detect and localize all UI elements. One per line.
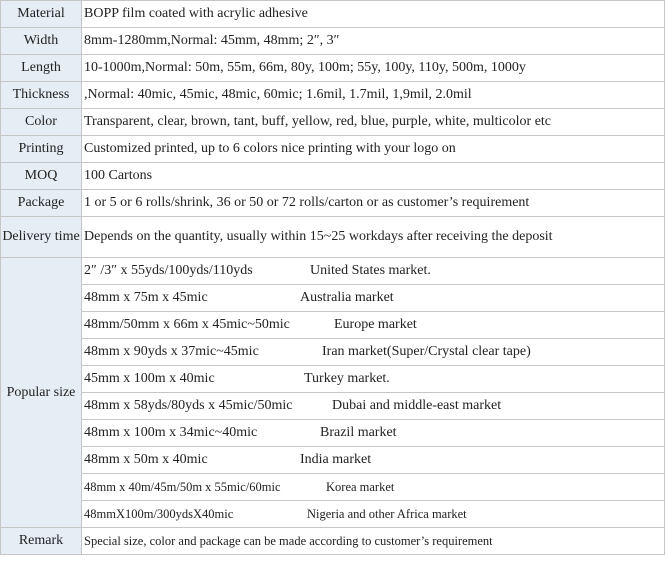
size-text: 2″ /3″ x 55yds/100yds/110yds bbox=[84, 263, 253, 278]
size-text: 48mm x 58yds/80yds x 45mic/50mic bbox=[84, 398, 293, 413]
market-text: India market bbox=[300, 452, 372, 467]
market-text: Australia market bbox=[300, 290, 394, 305]
row-label: Material bbox=[1, 1, 82, 28]
table-row bbox=[1, 501, 665, 528]
market-text: Iran market(Super/Crystal clear tape) bbox=[322, 344, 531, 359]
popular-size-cell bbox=[82, 393, 665, 420]
table-row bbox=[1, 217, 665, 258]
table-row bbox=[1, 312, 665, 339]
table-row bbox=[1, 163, 665, 190]
size-text: 48mmX100m/300ydsX40mic bbox=[84, 506, 234, 521]
size-text: 45mm x 100m x 40mic bbox=[84, 371, 215, 386]
popular-size-cell bbox=[82, 501, 665, 528]
table-row bbox=[1, 366, 665, 393]
row-value: Special size, color and package can be made according to customer’s requirement bbox=[82, 528, 665, 555]
table-row bbox=[1, 136, 665, 163]
row-value: Depends on the quantity, usually within 15~25 workdays after receiving the deposit bbox=[82, 217, 665, 258]
row-label: Package bbox=[1, 190, 82, 217]
row-value: Transparent, clear, brown, tant, buff, yellow, red, blue, purple, white, multicolor etc bbox=[82, 109, 665, 136]
row-label: Printing bbox=[1, 136, 82, 163]
size-text: 48mm x 75m x 45mic bbox=[84, 290, 208, 305]
table-row bbox=[1, 393, 665, 420]
row-value: 10-1000m,Normal: 50m, 55m, 66m, 80y, 100m; 55y, 100y, 110y, 500m, 1000y bbox=[82, 55, 665, 82]
table-row bbox=[1, 420, 665, 447]
row-label: MOQ bbox=[1, 163, 82, 190]
row-label: Color bbox=[1, 109, 82, 136]
popular-size-cell bbox=[82, 447, 665, 474]
row-value: 1 or 5 or 6 rolls/shrink, 36 or 50 or 72 rolls/carton or as customer’s requirement bbox=[82, 190, 665, 217]
row-label: Length bbox=[1, 55, 82, 82]
table-row bbox=[1, 109, 665, 136]
popular-size-cell bbox=[82, 312, 665, 339]
table-row bbox=[1, 55, 665, 82]
popular-size-label: Popular size bbox=[1, 258, 82, 528]
popular-size-cell bbox=[82, 285, 665, 312]
size-text: 48mm x 100m x 34mic~40mic bbox=[84, 425, 258, 440]
size-text: 48mm/50mm x 66m x 45mic~50mic bbox=[84, 317, 290, 332]
row-value: Customized printed, up to 6 colors nice printing with your logo on bbox=[82, 136, 665, 163]
popular-size-cell bbox=[82, 339, 665, 366]
table-row bbox=[1, 258, 665, 285]
market-text: Brazil market bbox=[320, 425, 397, 440]
table-row bbox=[1, 28, 665, 55]
size-text: 48mm x 50m x 40mic bbox=[84, 452, 208, 467]
table-row bbox=[1, 190, 665, 217]
row-value: ,Normal: 40mic, 45mic, 48mic, 60mic; 1.6mil, 1.7mil, 1,9mil, 2.0mil bbox=[82, 82, 665, 109]
row-value: 100 Cartons bbox=[82, 163, 665, 190]
size-text: 48mm x 90yds x 37mic~45mic bbox=[84, 344, 259, 359]
table-row bbox=[1, 82, 665, 109]
table-row bbox=[1, 339, 665, 366]
row-value: 8mm-1280mm,Normal: 45mm, 48mm; 2″, 3″ bbox=[82, 28, 665, 55]
table-row bbox=[1, 1, 665, 28]
row-label: Remark bbox=[1, 528, 82, 555]
table-row bbox=[1, 285, 665, 312]
popular-size-cell bbox=[82, 420, 665, 447]
market-text: Dubai and middle-east market bbox=[332, 398, 502, 413]
market-text: Korea market bbox=[326, 479, 395, 494]
table-row bbox=[1, 528, 665, 555]
market-text: Europe market bbox=[334, 317, 417, 332]
row-label: Width bbox=[1, 28, 82, 55]
row-label: Delivery time bbox=[1, 217, 82, 258]
table-row bbox=[1, 474, 665, 501]
size-text: 48mm x 40m/45m/50m x 55mic/60mic bbox=[84, 479, 281, 494]
table-row bbox=[1, 447, 665, 474]
popular-size-cell bbox=[82, 474, 665, 501]
row-label: Thickness bbox=[1, 82, 82, 109]
market-text: Nigeria and other Africa market bbox=[307, 506, 467, 521]
popular-size-cell bbox=[82, 258, 665, 285]
popular-size-cell bbox=[82, 366, 665, 393]
row-value: BOPP film coated with acrylic adhesive bbox=[82, 1, 665, 28]
market-text: Turkey market. bbox=[304, 371, 390, 386]
market-text: United States market. bbox=[310, 263, 431, 278]
